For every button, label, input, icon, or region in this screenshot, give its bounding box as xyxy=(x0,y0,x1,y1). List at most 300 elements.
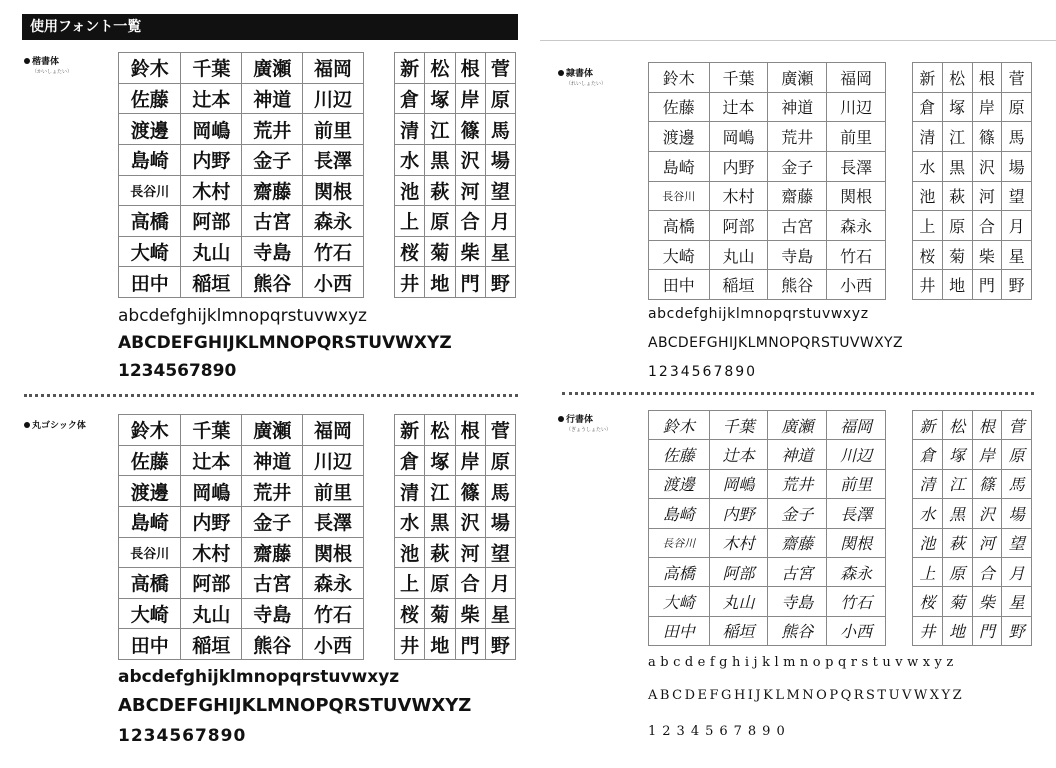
name-cell: 佐藤 xyxy=(649,440,710,469)
name-cell: 金子 xyxy=(768,499,827,528)
name-cell: 田中 xyxy=(649,270,710,300)
name-cell: 寺島 xyxy=(242,236,303,267)
grid-row xyxy=(119,598,364,629)
name-cell: 鈴木 xyxy=(119,53,181,84)
name-cell: 小西 xyxy=(827,616,886,645)
place-cell: 馬 xyxy=(485,476,515,507)
place-cell: 場 xyxy=(485,506,515,537)
place-cell: 水 xyxy=(395,144,425,175)
name-cell: 千葉 xyxy=(709,63,768,93)
grid-row xyxy=(119,506,364,537)
page-title: 使用フォント一覧 xyxy=(30,19,142,35)
name-cell: 森永 xyxy=(303,206,364,237)
grid-row xyxy=(649,469,886,498)
place-cell: 塚 xyxy=(942,92,972,122)
name-cell: 阿部 xyxy=(709,211,768,241)
name-cell: 木村 xyxy=(709,181,768,211)
name-cell: 廣瀬 xyxy=(242,415,303,446)
name-grid-kaisho xyxy=(118,52,364,298)
grid-row xyxy=(119,206,364,237)
grid-row xyxy=(119,175,364,206)
name-cell: 内野 xyxy=(181,144,242,175)
name-cell: 福岡 xyxy=(827,63,886,93)
name-cell: 岡嶋 xyxy=(709,469,768,498)
place-cell: 菅 xyxy=(485,415,515,446)
grid-row xyxy=(649,528,886,557)
place-cell: 原 xyxy=(425,206,455,237)
name-cell: 廣瀬 xyxy=(242,53,303,84)
name-cell: 稲垣 xyxy=(709,270,768,300)
font-label-marugothic xyxy=(24,418,86,432)
grid-row xyxy=(395,476,516,507)
place-cell: 新 xyxy=(395,53,425,84)
name-cell: 川辺 xyxy=(303,83,364,114)
place-cell: 江 xyxy=(425,476,455,507)
place-cell: 星 xyxy=(1002,587,1032,616)
name-cell: 千葉 xyxy=(709,411,768,440)
grid-row xyxy=(913,240,1032,270)
name-cell: 廣瀬 xyxy=(768,63,827,93)
name-cell: 小西 xyxy=(827,270,886,300)
name-cell: 渡邊 xyxy=(119,114,181,145)
grid-row xyxy=(913,440,1032,469)
name-cell: 丸山 xyxy=(709,240,768,270)
place-cell: 上 xyxy=(395,568,425,599)
place-cell: 新 xyxy=(913,411,943,440)
place-cell: 柴 xyxy=(972,240,1002,270)
name-cell: 福岡 xyxy=(303,53,364,84)
name-cell: 川辺 xyxy=(827,440,886,469)
grid-row xyxy=(395,537,516,568)
place-cell: 倉 xyxy=(395,445,425,476)
grid-row xyxy=(119,537,364,568)
place-cell: 馬 xyxy=(485,114,515,145)
place-cell: 水 xyxy=(913,499,943,528)
place-cell: 場 xyxy=(1002,499,1032,528)
uppercase-sample: ABCDEFGHIJKLMNOPQRSTUVWXYZ xyxy=(648,688,965,703)
grid-row xyxy=(395,144,516,175)
place-cell: 菅 xyxy=(1002,63,1032,93)
place-cell: 井 xyxy=(395,267,425,298)
place-cell: 上 xyxy=(395,206,425,237)
place-cell: 新 xyxy=(913,63,943,93)
place-cell: 河 xyxy=(455,175,485,206)
place-cell: 清 xyxy=(913,122,943,152)
lowercase-sample: abcdefghijklmnopqrstuvwxyz xyxy=(118,667,400,687)
place-cell: 野 xyxy=(1002,270,1032,300)
place-cell: 江 xyxy=(942,469,972,498)
name-cell: 関根 xyxy=(303,175,364,206)
grid-row xyxy=(913,122,1032,152)
grid-row xyxy=(119,144,364,175)
grid-row xyxy=(119,114,364,145)
grid-row xyxy=(649,63,886,93)
place-cell: 望 xyxy=(485,537,515,568)
name-cell: 千葉 xyxy=(181,415,242,446)
name-cell: 古宮 xyxy=(768,211,827,241)
name-cell: 福岡 xyxy=(303,415,364,446)
name-cell: 島崎 xyxy=(119,144,181,175)
place-cell: 菊 xyxy=(942,587,972,616)
grid-row xyxy=(913,181,1032,211)
grid-row xyxy=(395,445,516,476)
place-cell: 岸 xyxy=(455,83,485,114)
grid-row xyxy=(913,616,1032,645)
name-cell: 岡嶋 xyxy=(709,122,768,152)
place-cell: 星 xyxy=(1002,240,1032,270)
name-cell: 前里 xyxy=(827,122,886,152)
place-cell: 星 xyxy=(485,236,515,267)
place-cell: 黒 xyxy=(425,144,455,175)
name-cell: 齋藤 xyxy=(768,181,827,211)
place-cell: 水 xyxy=(913,151,943,181)
place-cell: 合 xyxy=(972,557,1002,586)
name-cell: 阿部 xyxy=(709,557,768,586)
place-cell: 萩 xyxy=(942,181,972,211)
font-reading: （かいしょたい） xyxy=(32,69,73,75)
place-cell: 門 xyxy=(972,616,1002,645)
place-cell: 沢 xyxy=(972,499,1002,528)
grid-row xyxy=(913,411,1032,440)
place-cell: 沢 xyxy=(455,506,485,537)
name-cell: 丸山 xyxy=(709,587,768,616)
grid-row xyxy=(913,499,1032,528)
place-cell: 門 xyxy=(455,629,485,660)
name-cell: 神道 xyxy=(242,445,303,476)
place-cell: 望 xyxy=(1002,181,1032,211)
place-cell: 河 xyxy=(455,537,485,568)
name-cell: 古宮 xyxy=(242,206,303,237)
place-cell: 篠 xyxy=(455,114,485,145)
place-cell: 池 xyxy=(913,181,943,211)
place-cell: 井 xyxy=(913,270,943,300)
grid-row xyxy=(649,587,886,616)
name-cell: 寺島 xyxy=(768,240,827,270)
digits-sample: 1234567890 xyxy=(118,361,237,381)
name-cell: 関根 xyxy=(827,181,886,211)
sample-block-reisho xyxy=(648,300,1034,386)
grid-row xyxy=(649,122,886,152)
place-cell: 篠 xyxy=(972,469,1002,498)
place-cell: 根 xyxy=(972,411,1002,440)
grid-row xyxy=(395,506,516,537)
name-cell: 竹石 xyxy=(827,587,886,616)
place-grid-kaisho xyxy=(394,52,516,298)
place-cell: 根 xyxy=(972,63,1002,93)
grid-row xyxy=(649,270,886,300)
name-cell: 前里 xyxy=(827,469,886,498)
grid-row xyxy=(649,440,886,469)
place-cell: 原 xyxy=(942,557,972,586)
name-cell: 辻本 xyxy=(181,83,242,114)
grid-row xyxy=(649,499,886,528)
place-cell: 松 xyxy=(425,53,455,84)
place-cell: 原 xyxy=(425,568,455,599)
name-cell: 金子 xyxy=(242,144,303,175)
name-cell: 神道 xyxy=(242,83,303,114)
place-cell: 野 xyxy=(485,267,515,298)
name-cell: 阿部 xyxy=(181,206,242,237)
place-cell: 上 xyxy=(913,557,943,586)
name-cell: 前里 xyxy=(303,476,364,507)
name-cell: 関根 xyxy=(827,528,886,557)
uppercase-sample: ABCDEFGHIJKLMNOPQRSTUVWXYZ xyxy=(118,695,472,716)
name-cell: 長谷川 xyxy=(649,181,710,211)
grid-row xyxy=(649,181,886,211)
name-cell: 高橋 xyxy=(119,206,181,237)
grid-row xyxy=(119,83,364,114)
name-cell: 荒井 xyxy=(768,469,827,498)
grid-row xyxy=(649,92,886,122)
place-cell: 桜 xyxy=(913,587,943,616)
place-cell: 野 xyxy=(485,629,515,660)
grid-row xyxy=(119,445,364,476)
name-cell: 廣瀬 xyxy=(768,411,827,440)
name-cell: 稲垣 xyxy=(181,267,242,298)
name-cell: 長澤 xyxy=(827,499,886,528)
grid-row xyxy=(395,206,516,237)
place-cell: 場 xyxy=(1002,151,1032,181)
page-header xyxy=(22,14,518,40)
name-cell: 田中 xyxy=(119,629,181,660)
name-cell: 阿部 xyxy=(181,568,242,599)
place-cell: 桜 xyxy=(395,598,425,629)
place-cell: 門 xyxy=(455,267,485,298)
place-cell: 地 xyxy=(942,270,972,300)
name-cell: 高橋 xyxy=(119,568,181,599)
place-cell: 原 xyxy=(1002,440,1032,469)
grid-row xyxy=(913,270,1032,300)
place-cell: 原 xyxy=(485,83,515,114)
place-cell: 倉 xyxy=(913,440,943,469)
name-cell: 佐藤 xyxy=(649,92,710,122)
name-cell: 金子 xyxy=(768,151,827,181)
name-cell: 神道 xyxy=(768,92,827,122)
place-cell: 河 xyxy=(972,181,1002,211)
name-cell: 内野 xyxy=(181,506,242,537)
place-cell: 清 xyxy=(395,114,425,145)
name-cell: 森永 xyxy=(827,211,886,241)
name-cell: 齋藤 xyxy=(242,175,303,206)
name-cell: 長谷川 xyxy=(119,537,181,568)
font-label-kaisho xyxy=(24,54,72,75)
name-cell: 長谷川 xyxy=(649,528,710,557)
grid-row xyxy=(395,568,516,599)
grid-row xyxy=(649,411,886,440)
name-cell: 鈴木 xyxy=(119,415,181,446)
place-cell: 黒 xyxy=(942,499,972,528)
place-cell: 沢 xyxy=(455,144,485,175)
name-cell: 熊谷 xyxy=(242,267,303,298)
name-cell: 竹石 xyxy=(827,240,886,270)
grid-row xyxy=(913,151,1032,181)
place-cell: 桜 xyxy=(395,236,425,267)
digits-sample: 1234567890 xyxy=(648,724,791,739)
place-cell: 岸 xyxy=(455,445,485,476)
name-cell: 丸山 xyxy=(181,236,242,267)
name-cell: 高橋 xyxy=(649,211,710,241)
name-cell: 福岡 xyxy=(827,411,886,440)
name-cell: 稲垣 xyxy=(181,629,242,660)
font-label-reisho xyxy=(558,66,606,87)
bullet-icon xyxy=(558,70,564,76)
name-cell: 木村 xyxy=(181,175,242,206)
grid-row xyxy=(649,616,886,645)
place-cell: 月 xyxy=(1002,211,1032,241)
place-cell: 井 xyxy=(913,616,943,645)
place-cell: 望 xyxy=(485,175,515,206)
name-cell: 齋藤 xyxy=(768,528,827,557)
place-cell: 桜 xyxy=(913,240,943,270)
name-grid-reisho xyxy=(648,62,886,300)
name-cell: 寺島 xyxy=(768,587,827,616)
place-cell: 井 xyxy=(395,629,425,660)
grid-row xyxy=(913,469,1032,498)
grid-row xyxy=(913,92,1032,122)
font-label-gyosho xyxy=(558,412,611,433)
lowercase-sample: abcdefghijklmnopqrstuvwxyz xyxy=(648,306,869,322)
grid-row xyxy=(649,557,886,586)
place-cell: 月 xyxy=(1002,557,1032,586)
place-cell: 篠 xyxy=(972,122,1002,152)
place-cell: 根 xyxy=(455,53,485,84)
place-cell: 望 xyxy=(1002,528,1032,557)
name-cell: 渡邊 xyxy=(649,122,710,152)
bullet-icon xyxy=(24,422,30,428)
place-cell: 柴 xyxy=(455,236,485,267)
name-cell: 大崎 xyxy=(119,598,181,629)
name-cell: 森永 xyxy=(303,568,364,599)
name-cell: 熊谷 xyxy=(242,629,303,660)
grid-row xyxy=(913,211,1032,241)
name-cell: 佐藤 xyxy=(119,445,181,476)
bullet-icon xyxy=(558,416,564,422)
place-cell: 水 xyxy=(395,506,425,537)
place-cell: 池 xyxy=(395,175,425,206)
name-cell: 金子 xyxy=(242,506,303,537)
name-cell: 島崎 xyxy=(119,506,181,537)
digits-sample: 1234567890 xyxy=(648,364,758,380)
name-cell: 辻本 xyxy=(709,440,768,469)
name-cell: 辻本 xyxy=(709,92,768,122)
name-cell: 長谷川 xyxy=(119,175,181,206)
name-cell: 長澤 xyxy=(303,506,364,537)
place-cell: 原 xyxy=(942,211,972,241)
name-cell: 大崎 xyxy=(119,236,181,267)
place-cell: 松 xyxy=(942,63,972,93)
place-cell: 馬 xyxy=(1002,469,1032,498)
name-cell: 辻本 xyxy=(181,445,242,476)
place-cell: 黒 xyxy=(942,151,972,181)
place-cell: 菊 xyxy=(942,240,972,270)
digits-sample: 1234567890 xyxy=(118,726,247,746)
name-cell: 荒井 xyxy=(242,114,303,145)
place-cell: 門 xyxy=(972,270,1002,300)
name-cell: 前里 xyxy=(303,114,364,145)
name-cell: 齋藤 xyxy=(242,537,303,568)
place-cell: 地 xyxy=(425,267,455,298)
place-cell: 柴 xyxy=(455,598,485,629)
name-cell: 岡嶋 xyxy=(181,114,242,145)
grid-row xyxy=(395,236,516,267)
name-cell: 渡邊 xyxy=(119,476,181,507)
font-name: 楷書体 xyxy=(32,57,60,67)
place-cell: 清 xyxy=(913,469,943,498)
name-cell: 熊谷 xyxy=(768,616,827,645)
name-cell: 長澤 xyxy=(827,151,886,181)
font-name: 行書体 xyxy=(566,415,594,425)
place-cell: 馬 xyxy=(1002,122,1032,152)
grid-row xyxy=(395,175,516,206)
name-cell: 丸山 xyxy=(181,598,242,629)
place-cell: 萩 xyxy=(425,175,455,206)
grid-row xyxy=(913,557,1032,586)
place-cell: 合 xyxy=(972,211,1002,241)
name-cell: 神道 xyxy=(768,440,827,469)
lowercase-sample: abcdefghijklmnopqrstuvwxyz xyxy=(648,655,958,670)
name-cell: 古宮 xyxy=(768,557,827,586)
place-cell: 合 xyxy=(455,568,485,599)
place-cell: 上 xyxy=(913,211,943,241)
place-cell: 原 xyxy=(1002,92,1032,122)
place-cell: 菅 xyxy=(485,53,515,84)
name-cell: 木村 xyxy=(709,528,768,557)
name-cell: 渡邊 xyxy=(649,469,710,498)
font-reading: （ぎょうしょたい） xyxy=(566,427,612,433)
place-grid-gyosho xyxy=(912,410,1032,646)
name-cell: 竹石 xyxy=(303,598,364,629)
section-divider xyxy=(562,392,1034,395)
place-cell: 塚 xyxy=(942,440,972,469)
grid-row xyxy=(395,598,516,629)
name-cell: 森永 xyxy=(827,557,886,586)
place-cell: 萩 xyxy=(425,537,455,568)
grid-row xyxy=(913,528,1032,557)
grid-row xyxy=(119,476,364,507)
top-rule xyxy=(540,40,1056,41)
uppercase-sample: ABCDEFGHIJKLMNOPQRSTUVWXYZ xyxy=(118,333,452,353)
name-cell: 小西 xyxy=(303,629,364,660)
name-cell: 竹石 xyxy=(303,236,364,267)
place-cell: 沢 xyxy=(972,151,1002,181)
name-cell: 岡嶋 xyxy=(181,476,242,507)
place-cell: 江 xyxy=(425,114,455,145)
name-cell: 鈴木 xyxy=(649,63,710,93)
place-cell: 河 xyxy=(972,528,1002,557)
name-cell: 荒井 xyxy=(242,476,303,507)
name-cell: 熊谷 xyxy=(768,270,827,300)
grid-row xyxy=(649,151,886,181)
sample-block-kaisho xyxy=(118,304,516,384)
place-grid-marugothic xyxy=(394,414,516,660)
grid-row xyxy=(395,629,516,660)
name-cell: 島崎 xyxy=(649,151,710,181)
grid-row xyxy=(395,267,516,298)
place-cell: 菊 xyxy=(425,598,455,629)
name-cell: 鈴木 xyxy=(649,411,710,440)
grid-row xyxy=(119,629,364,660)
place-cell: 野 xyxy=(1002,616,1032,645)
name-cell: 内野 xyxy=(709,499,768,528)
place-cell: 地 xyxy=(425,629,455,660)
place-cell: 萩 xyxy=(942,528,972,557)
place-cell: 松 xyxy=(425,415,455,446)
place-cell: 根 xyxy=(455,415,485,446)
place-cell: 場 xyxy=(485,144,515,175)
place-grid-reisho xyxy=(912,62,1032,300)
place-cell: 菊 xyxy=(425,236,455,267)
grid-row xyxy=(119,568,364,599)
